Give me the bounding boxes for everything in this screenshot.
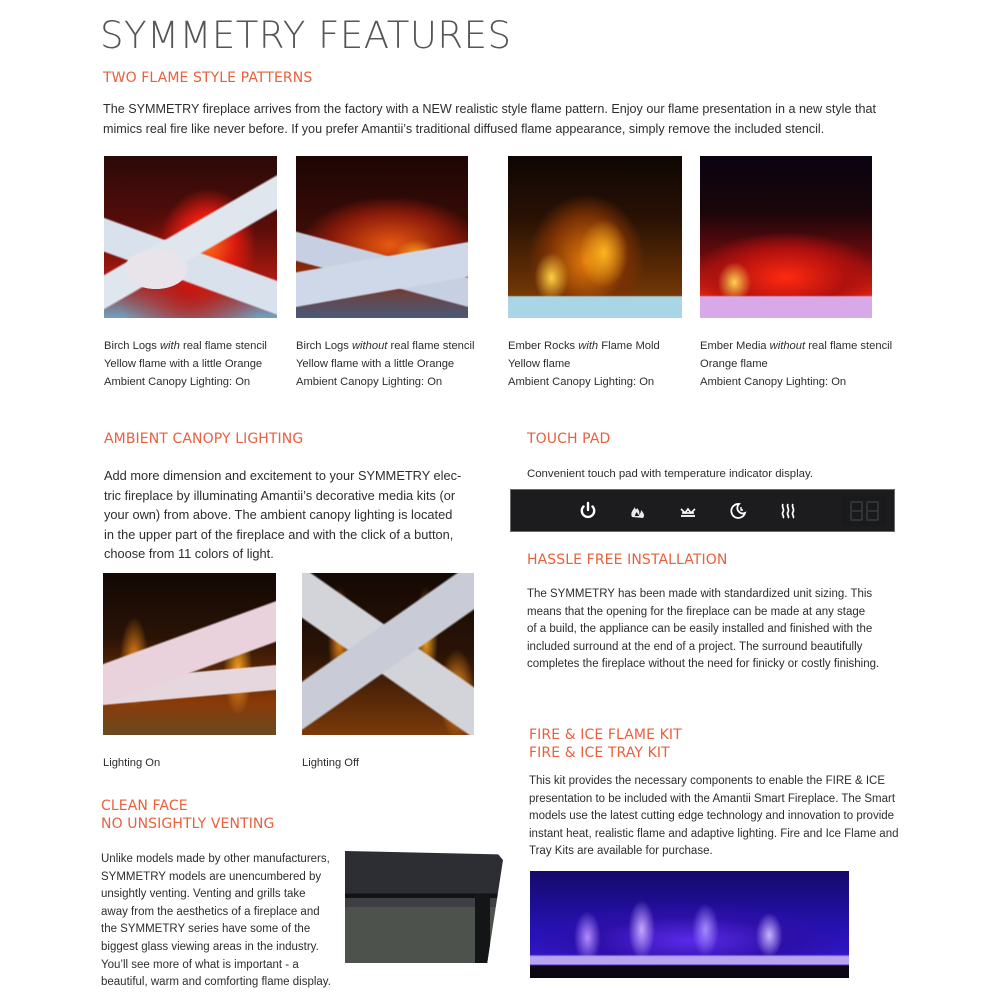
caption-line-3: Ambient Canopy Lighting: On [700,376,847,388]
section-heading-fire-ice [529,726,682,762]
fire-ice-text [529,773,909,861]
ember-bed-icon [678,501,698,521]
caption-line-1: Birch Logs with real flame stencil [104,340,267,352]
caption-line-2: Yellow flame [508,358,571,370]
lighting-off-caption: Lighting Off [302,757,360,769]
caption-line-3: Ambient Canopy Lighting: On [508,376,655,388]
text-line: Tray Kits are available for purchase. [529,845,713,858]
timer-moon-icon [728,501,748,521]
heading-line: FIRE & ICE FLAME KIT [529,727,682,743]
text-line: beautiful, warm and comforting flame display. [101,976,331,989]
text-line: in the upper part of the fireplace and with the click of a button, [104,526,454,542]
touch-pad-image [510,489,895,532]
seven-segment-digit [850,501,863,521]
text-line: your own) from above. The ambient canopy lighting is located [104,507,453,523]
heading-line: CLEAN FACE [101,798,188,814]
caption-line-1: Ember Media without real flame stencil [700,340,893,352]
page-title: SYMMETRY FEATURES [100,14,512,57]
lighting-on-photo [103,573,276,735]
section-heading-clean-face [101,797,274,833]
text-line: presentation to be included with the Amantii Smart Fireplace. The Smart [529,792,896,805]
ember-media-without-stencil-photo [700,156,872,318]
text-line: tric fireplace by illuminating Amantii’s decorative media kits (or [104,487,456,503]
flame-icon [628,501,648,521]
seven-segment-digit [866,501,879,521]
intro-line: mimics real fire like never before. If you prefer Amantii’s traditional diffused flame appearance, simply remove the included stencil. [103,122,825,136]
ambient-lighting-text [104,466,484,564]
heading-line: FIRE & ICE TRAY KIT [529,745,670,761]
caption-line-1: Birch Logs without real flame stencil [296,340,475,352]
caption-line-3: Ambient Canopy Lighting: On [104,376,251,388]
flame-style-caption [700,337,892,391]
text-line: the SYMMETRY series have some of the [101,923,311,936]
text-line: models use the latest cutting edge technology and innovation to provide [529,810,895,823]
flame-styles-intro [103,99,903,139]
lighting-on-caption: Lighting On [103,757,161,769]
text-line: included surround at the end of a project. The surround beautifully [527,640,863,653]
section-heading-touch-pad: TOUCH PAD [527,431,611,447]
section-heading-installation: HASSLE FREE INSTALLATION [527,552,728,568]
section-heading-flame-styles: TWO FLAME STYLE PATTERNS [103,70,313,86]
text-line: instant heat, realistic flame and adaptive lighting. Fire and Ice Flame and [529,827,899,840]
clean-face-text [101,851,351,992]
touch-pad-description: Convenient touch pad with temperature indicator display. [527,468,813,480]
caption-line-3: Ambient Canopy Lighting: On [296,376,443,388]
fireplace-frame-edge [475,894,491,963]
clean-face-fireplace-photo [345,851,503,963]
caption-line-2: Yellow flame with a little Orange [296,358,455,370]
flame-style-caption [508,337,660,391]
ember-rocks-flame-mold-photo [508,156,682,318]
lighting-off-photo [302,573,474,735]
intro-line: The SYMMETRY fireplace arrives from the factory with a NEW realistic style flame pattern. Enjoy our flame presentation in a new style that [103,102,876,116]
text-line: away from the aesthetics of a fireplace and [101,905,320,918]
caption-line-2: Orange flame [700,358,768,370]
temperature-display [842,496,886,526]
caption-line-2: Yellow flame with a little Orange [104,358,263,370]
text-line: This kit provides the necessary components to enable the FIRE & ICE [529,775,886,787]
caption-line-1: Ember Rocks with Flame Mold [508,340,660,352]
text-line: biggest glass viewing areas in the industry. [101,940,319,953]
birch-logs-without-stencil-photo [296,156,468,318]
text-line: choose from 11 colors of light. [104,546,274,562]
birch-logs-with-stencil-photo [104,156,277,318]
flame-style-caption [104,337,267,391]
text-line: Add more dimension and excitement to your SYMMETRY elec- [104,468,462,483]
text-line: of a build, the appliance can be easily installed and finished with the [527,623,873,636]
text-line: completes the fireplace without the need for finicky or costly finishing. [527,658,880,671]
installation-text [527,586,907,674]
text-line: means that the opening for the fireplace can be made at any stage [527,605,866,618]
text-line: Unlike models made by other manufacturers, [101,853,330,865]
text-line: The SYMMETRY has been made with standardized unit sizing. This [527,588,873,600]
heat-waves-icon [778,501,798,521]
section-heading-ambient-lighting: AMBIENT CANOPY LIGHTING [104,431,304,447]
text-line: unsightly venting. Venting and grills take [101,888,306,901]
text-line: You’ll see more of what is important - a [101,958,299,971]
flame-style-caption [296,337,474,391]
fire-and-ice-flame-photo [530,871,849,978]
heading-line: NO UNSIGHTLY VENTING [101,816,275,832]
text-line: SYMMETRY models are unencumbered by [101,870,322,883]
power-icon [578,501,598,521]
